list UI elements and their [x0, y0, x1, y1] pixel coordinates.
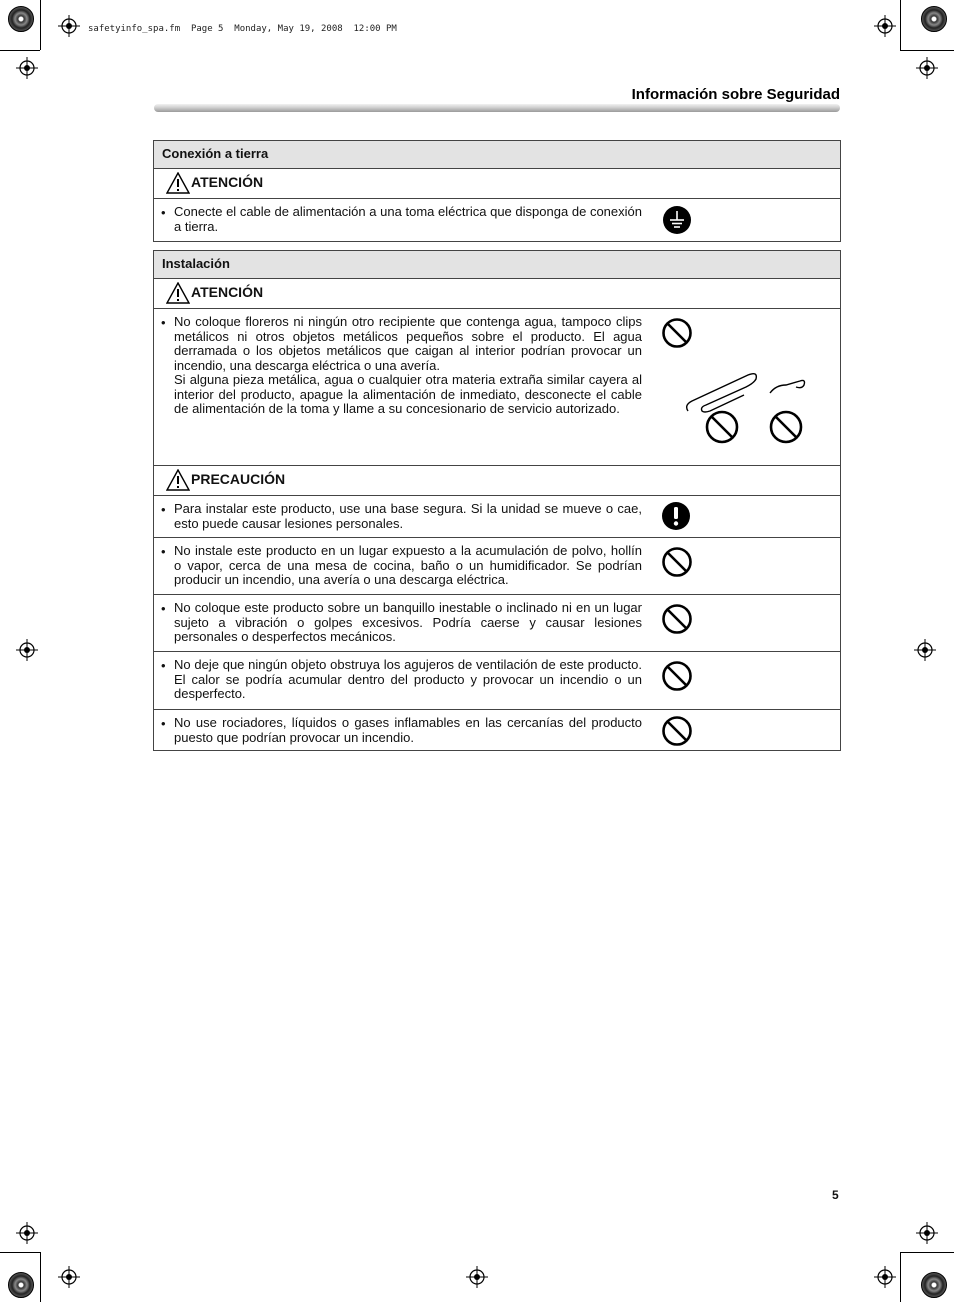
- registration-mark-icon: [874, 1266, 896, 1288]
- prohibited-icon: [661, 317, 693, 349]
- print-slug: safetyinfo_spa.fm Page 5 Monday, May 19, 2008 12:00 PM: [88, 24, 397, 34]
- crop-mark: [900, 1252, 954, 1253]
- section-installation: [153, 250, 841, 751]
- registration-mark-icon: [916, 57, 938, 79]
- item-text: [174, 315, 642, 417]
- registration-mark-icon: [58, 1266, 80, 1288]
- crop-mark: [40, 0, 41, 50]
- signal-row-warning: [154, 279, 840, 309]
- bullet: •: [161, 716, 166, 731]
- registration-mark-icon: [914, 639, 936, 661]
- warning-triangle-icon: [166, 282, 190, 304]
- prohibited-icon: [661, 603, 693, 635]
- registration-mark-icon: [58, 15, 80, 37]
- bullet: •: [161, 502, 166, 517]
- warning-triangle-icon: [166, 172, 190, 194]
- paperclip-illustration-icon: [682, 367, 808, 451]
- item-text: No use rociadores, líquidos o gases inflamables en las cercanías del producto puesto que podrían provocar un incendio.: [174, 715, 642, 745]
- caution-triangle-icon: [166, 469, 190, 491]
- color-rosette-icon: [8, 6, 34, 32]
- item-paragraph: No coloque floreros ni ningún otro recipiente que contenga agua, tampoco clips metálicos ni otros objetos metálicos pequeños sobre el producto. El agua derramada o los objetos metálicos que caigan al interior podrían provocar un incendio, una descarga eléctrica o una avería.: [174, 314, 642, 373]
- registration-mark-icon: [16, 639, 38, 661]
- registration-mark-icon: [916, 1222, 938, 1244]
- signal-row-caution: [154, 466, 840, 496]
- crop-mark: [900, 0, 901, 50]
- signal-row-warning: [154, 169, 840, 199]
- prohibited-icon: [661, 546, 693, 578]
- section-grounding: [153, 140, 841, 242]
- prohibited-icon: [661, 660, 693, 692]
- color-rosette-icon: [8, 1272, 34, 1298]
- list-item: [154, 595, 840, 652]
- crop-mark: [0, 50, 40, 51]
- crop-mark: [40, 1252, 41, 1302]
- page-header-title: Información sobre Seguridad: [631, 86, 840, 103]
- crop-mark: [0, 1252, 40, 1253]
- signal-word: PRECAUCIÓN: [191, 471, 286, 487]
- item-text: No instale este producto en un lugar expuesto a la acumulación de polvo, hollín o vapor, cerca de una mesa de cocina, baño o un humidificador. Se podrían producir un incendio, una avería o una descarga eléctrica.: [174, 543, 642, 587]
- ground-icon: [662, 205, 692, 235]
- list-item: [154, 710, 840, 751]
- item-text: No coloque este producto sobre un banquillo inestable o inclinado ni en un lugar sujeto a vibración o golpes excesivos. Podría caerse y causar lesiones personales o desperfectos mecánicos.: [174, 600, 642, 644]
- crop-mark: [900, 1252, 901, 1302]
- registration-mark-icon: [874, 15, 896, 37]
- item-text: No deje que ningún objeto obstruya los agujeros de ventilación de este producto. El calor se podría acumular dentro del producto y provocar un incendio o un desperfecto.: [174, 657, 642, 701]
- bullet: •: [161, 205, 166, 220]
- bullet: •: [161, 601, 166, 616]
- section-title: Conexión a tierra: [154, 141, 840, 169]
- item-text: Conecte el cable de alimentación a una toma eléctrica que disponga de conexión a tierra.: [174, 204, 642, 234]
- mandatory-icon: [661, 501, 691, 531]
- color-rosette-icon: [921, 1272, 947, 1298]
- item-text: Para instalar este producto, use una base segura. Si la unidad se mueve o cae, esto puede causar lesiones personales.: [174, 501, 642, 531]
- crop-mark: [900, 50, 954, 51]
- bullet: •: [161, 658, 166, 673]
- bullet: •: [161, 544, 166, 559]
- list-item: [154, 496, 840, 538]
- list-item: [154, 309, 840, 466]
- section-title: Instalación: [154, 251, 840, 279]
- bullet: •: [161, 315, 166, 330]
- page-number: 5: [832, 1188, 839, 1202]
- signal-word: ATENCIÓN: [191, 284, 264, 300]
- registration-mark-icon: [466, 1266, 488, 1288]
- item-paragraph: Si alguna pieza metálica, agua o cualquier otra materia extraña similar cayera al interior del producto, apague la alimentación de inmediato, desconecte el cable de alimentación de la toma y llame a su concesionario de servicio autorizado.: [174, 372, 642, 416]
- registration-mark-icon: [16, 1222, 38, 1244]
- color-rosette-icon: [921, 6, 947, 32]
- header-rule: [154, 104, 840, 112]
- list-item: [154, 652, 840, 710]
- list-item: [154, 538, 840, 595]
- list-item: [154, 199, 840, 241]
- signal-word: ATENCIÓN: [191, 174, 264, 190]
- prohibited-icon: [661, 715, 693, 747]
